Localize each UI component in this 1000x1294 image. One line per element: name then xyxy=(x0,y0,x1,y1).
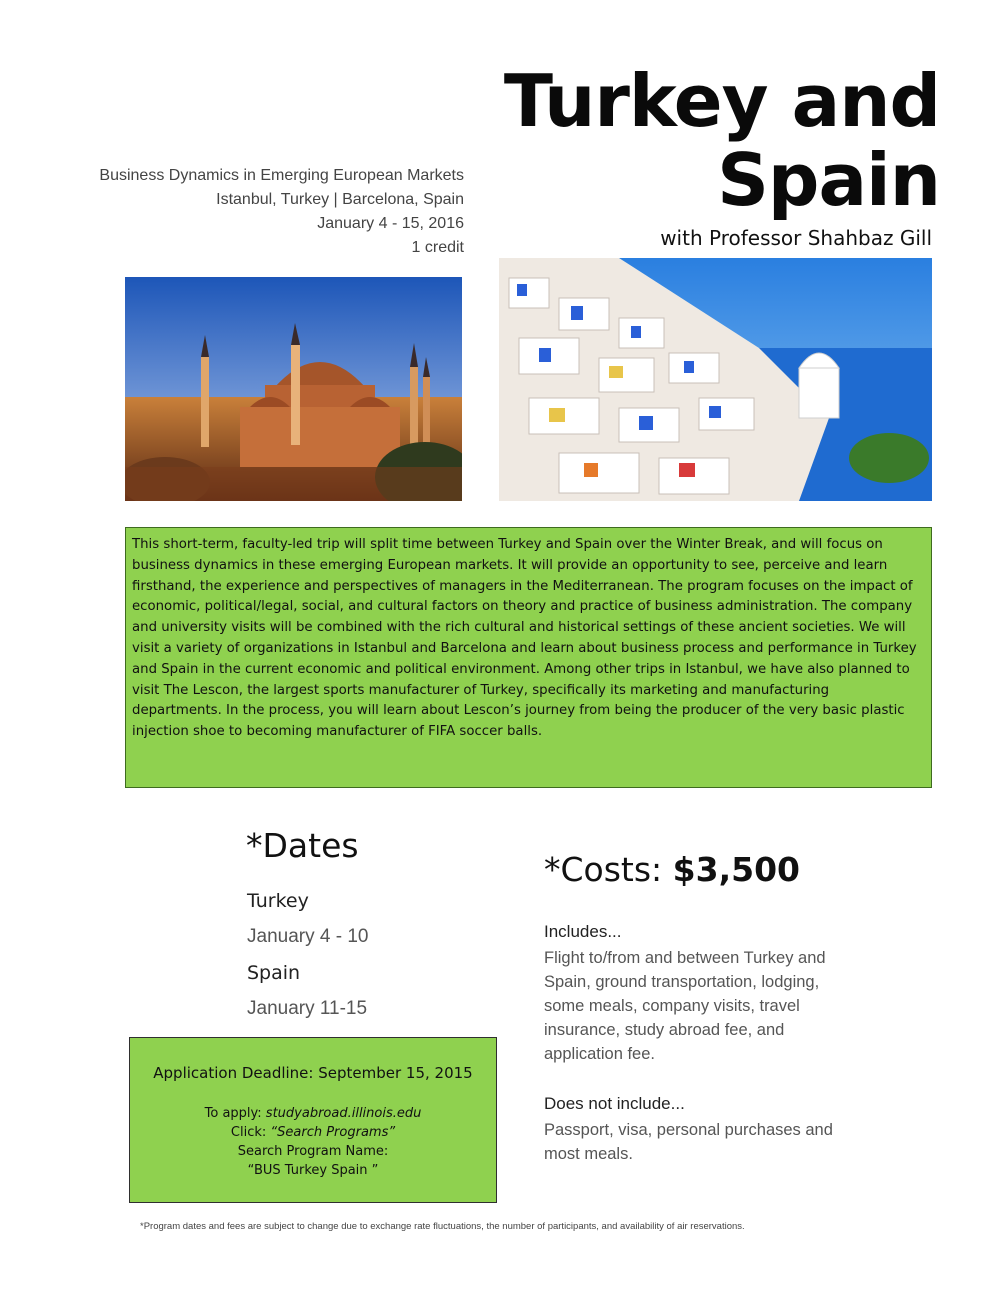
application-box xyxy=(129,1037,497,1203)
turkey-dates: January 4 - 10 xyxy=(247,926,369,947)
spain-dates: January 11-15 xyxy=(247,998,368,1019)
to-apply-line xyxy=(130,1104,496,1123)
excludes-label: Does not include... xyxy=(544,1094,685,1113)
page-title: Turkey and Spain xyxy=(503,59,940,223)
santorini-photo xyxy=(499,258,932,501)
costs-heading xyxy=(544,850,800,889)
program-locations: Istanbul, Turkey | Barcelona, Spain xyxy=(216,191,464,208)
search-value: “BUS Turkey Spain ” xyxy=(247,1163,379,1178)
istanbul-photo xyxy=(125,277,462,501)
includes-label: Includes... xyxy=(544,922,622,941)
costs-heading-label: *Costs: xyxy=(544,850,673,889)
program-description: This short-term, faculty-led trip will split time between Turkey and Spain over the Winter Break, and will focus on business dynamics in these emerging European markets. It will provide an opportunity to see, perceive and learn firsthand, the experience and perspectives of managers in the Mediterranean. The program focuses on the impact of economic, political/legal, social, and cultural factors on theory and practice of business administration. The company and university visits will be combined with the rich cultural and historical settings of these ancient societies. We will visit a variety of organizations in Istanbul and Barcelona and learn about business process and performance in Turkey and Spain in the current economic and political environment. Among other trips in Istanbul, we have also planned to visit The Lescon, the largest sports manufacturer of Turkey, specifically its marketing and manufacturing departments. In the process, you will learn about Lescon’s journey from being the producer of the very basic plastic injection shoe to becoming manufacturer of FIFA soccer balls. xyxy=(132,537,917,740)
program-credits: 1 credit xyxy=(411,239,464,256)
click-value: “Search Programs” xyxy=(270,1125,396,1140)
application-deadline: Application Deadline: September 15, 2015 xyxy=(153,1064,473,1082)
program-subtitle: Business Dynamics in Emerging European Markets xyxy=(99,167,464,184)
to-apply-label: To apply: xyxy=(204,1106,266,1121)
spain-label: Spain xyxy=(247,962,301,984)
search-label: Search Program Name: xyxy=(237,1144,389,1159)
turkey-label: Turkey xyxy=(247,890,309,912)
program-dates: January 4 - 15, 2016 xyxy=(317,215,464,232)
click-label: Click: xyxy=(230,1125,271,1140)
footnote: *Program dates and fees are subject to change due to exchange rate fluctuations, the number of participants, and availability of air reservations. xyxy=(140,1221,745,1232)
cost-amount: $3,500 xyxy=(672,850,801,889)
dates-heading: *Dates xyxy=(246,826,359,865)
program-description-box xyxy=(125,527,932,788)
excludes-text: Passport, visa, personal purchases and most meals. xyxy=(544,1121,833,1163)
application-instructions xyxy=(130,1104,496,1180)
includes-text: Flight to/from and between Turkey and Spain, ground transportation, lodging, some meals, company visits, travel insurance, study abroad fee, and application fee. xyxy=(544,949,826,1063)
professor-name: with Professor Shahbaz Gill xyxy=(660,226,932,250)
apply-url: studyabroad.illinois.edu xyxy=(265,1106,422,1121)
click-line xyxy=(130,1123,496,1142)
hillside-village-illustration xyxy=(499,258,932,501)
istanbul-mosque-illustration xyxy=(125,277,462,501)
program-info xyxy=(40,164,464,260)
